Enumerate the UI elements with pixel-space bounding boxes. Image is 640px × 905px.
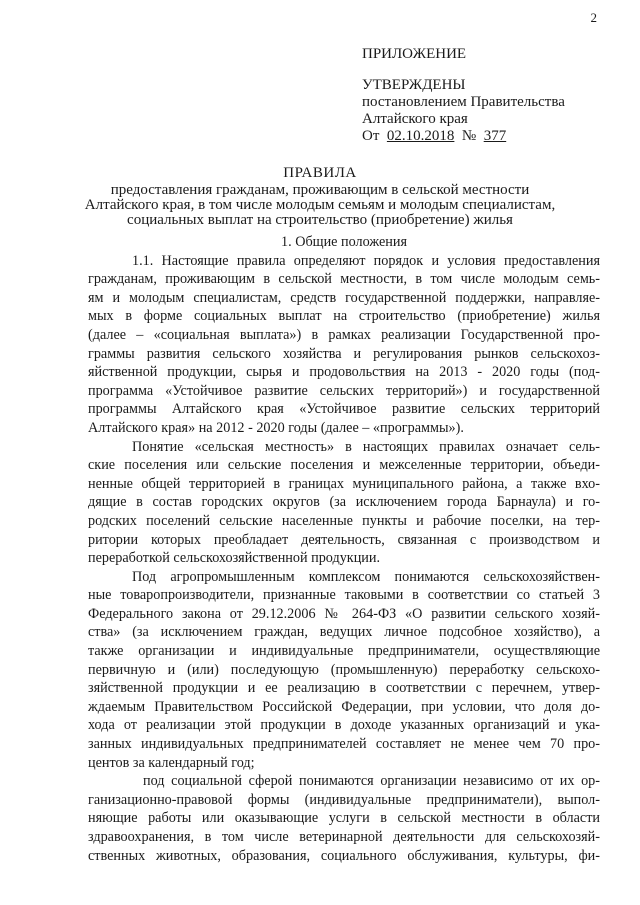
text-line: дящие в состав городских округов (за исключением города Барнаула) и го- [88, 494, 600, 511]
approval-block [362, 46, 565, 145]
text-line: программы Алтайского края «Устойчивое развитие сельских территорий [88, 401, 600, 418]
text-line: ждаемым Правительством Российской Федерации, при условии, что доля до- [88, 698, 600, 715]
text-line: родских поселений сельские населенные пункты и рабочие поселки, на тер- [88, 512, 600, 529]
document-title [0, 166, 640, 228]
text-line: Федерального закона от 29.12.2006 № 264-ФЗ «О развитии сельского хозяй- [88, 605, 600, 622]
text-line: также организации и индивидуальные предприниматели, осуществляющие [88, 643, 600, 660]
text-line: ям и молодым специалистам, средств государственной поддержки, направляе- [88, 289, 600, 306]
text-line: няющие работы или оказывающие услуги в сельской местности в области [88, 810, 600, 827]
text-line: хода от реализации этой продукции в доходе указанных организаций и ука- [88, 717, 600, 734]
text-line: переработкой сельскохозяйственной продукции. [88, 550, 381, 567]
text-line: Алтайского края» на 2012 - 2020 годы (далее – «программы»). [88, 419, 464, 436]
text-line: зяйственной продукции и ее реализацию в соответствии с перечнем, утвер- [88, 680, 600, 697]
date-prefix: От [362, 128, 380, 144]
text-line: ские поселения или сельские поселения и межселенные территории, объеди- [88, 457, 600, 474]
text-line: здравоохранения, в том числе ветеринарной деятельности для сельскохозяй- [88, 829, 600, 845]
approved-by-line-1: постановлением Правительства [362, 94, 565, 110]
text-line: первичную и (или) последующую (промышленную) переработку сельскохо- [88, 661, 600, 678]
resolution-number: 377 [483, 128, 507, 144]
text-line: граммы развития сельского хозяйства и регулирования рынков сельскохоз- [88, 345, 600, 362]
text-line: ства» (за исключением граждан, ведущих личное подсобное хозяйство), а [88, 624, 600, 641]
text-line: гражданам, проживающим в сельской местности, в том числе молодым семь- [88, 271, 600, 288]
document-body [88, 233, 600, 865]
text-line: программа «Устойчивое развитие сельских территорий») и государственной [88, 382, 600, 399]
text-line: ственных животных, образования, социального обслуживания, культуры, фи- [88, 847, 600, 864]
date-number-line [362, 128, 565, 145]
text-line: ганизационно-правовой формы (индивидуальные предприниматели), выпол- [88, 791, 600, 808]
appendix-label: ПРИЛОЖЕНИЕ [362, 46, 467, 62]
title-line: Алтайского края, в том числе молодым семьям и молодым специалистам, [84, 197, 556, 213]
resolution-date: 02.10.2018 [386, 128, 455, 144]
text-line: 1.1. Настоящие правила определяют порядок и условия предоставления [132, 252, 600, 269]
number-sign: № [461, 128, 477, 144]
section-heading: 1. Общие положения [281, 234, 407, 250]
text-line: яйственной продукции, сырья и продовольствия на 2013 - 2020 годы (под- [88, 364, 600, 381]
text-line: ненные общей территорией в границах муниципального района, а также вхо- [88, 475, 600, 492]
text-line: ритории которых преобладает деятельность, связанная с производством и [88, 531, 600, 548]
approved-label: УТВЕРЖДЕНЫ [362, 77, 466, 93]
text-line: Понятие «сельская местность» в настоящих правилах означает сель- [132, 438, 600, 455]
title-line: социальных выплат на строительство (приобретение) жилья [127, 212, 513, 228]
text-line: занных индивидуальных предпринимателей составляет не менее чем 70 про- [88, 736, 600, 753]
text-line: (далее – «социальная выплата») в рамках реализации Государственной про- [88, 326, 600, 343]
title-line: предоставления гражданам, проживающим в сельской местности [110, 182, 530, 198]
text-line: мых в форме социальных выплат на строительство (приобретение) жилья [88, 308, 600, 325]
text-line: под социальной сферой понимаются организации независимо от их ор- [143, 773, 600, 790]
text-line: ные товаропроизводители, признанные таковыми в соответствии со статьей 3 [88, 587, 600, 604]
text-line: Под агропромышленным комплексом понимаются сельскохозяйствен- [132, 568, 600, 585]
text-line: центов за календарный год; [88, 754, 255, 771]
page-number: 2 [590, 10, 597, 25]
title-heading: ПРАВИЛА [283, 165, 357, 181]
approved-by-line-2: Алтайского края [362, 111, 468, 127]
